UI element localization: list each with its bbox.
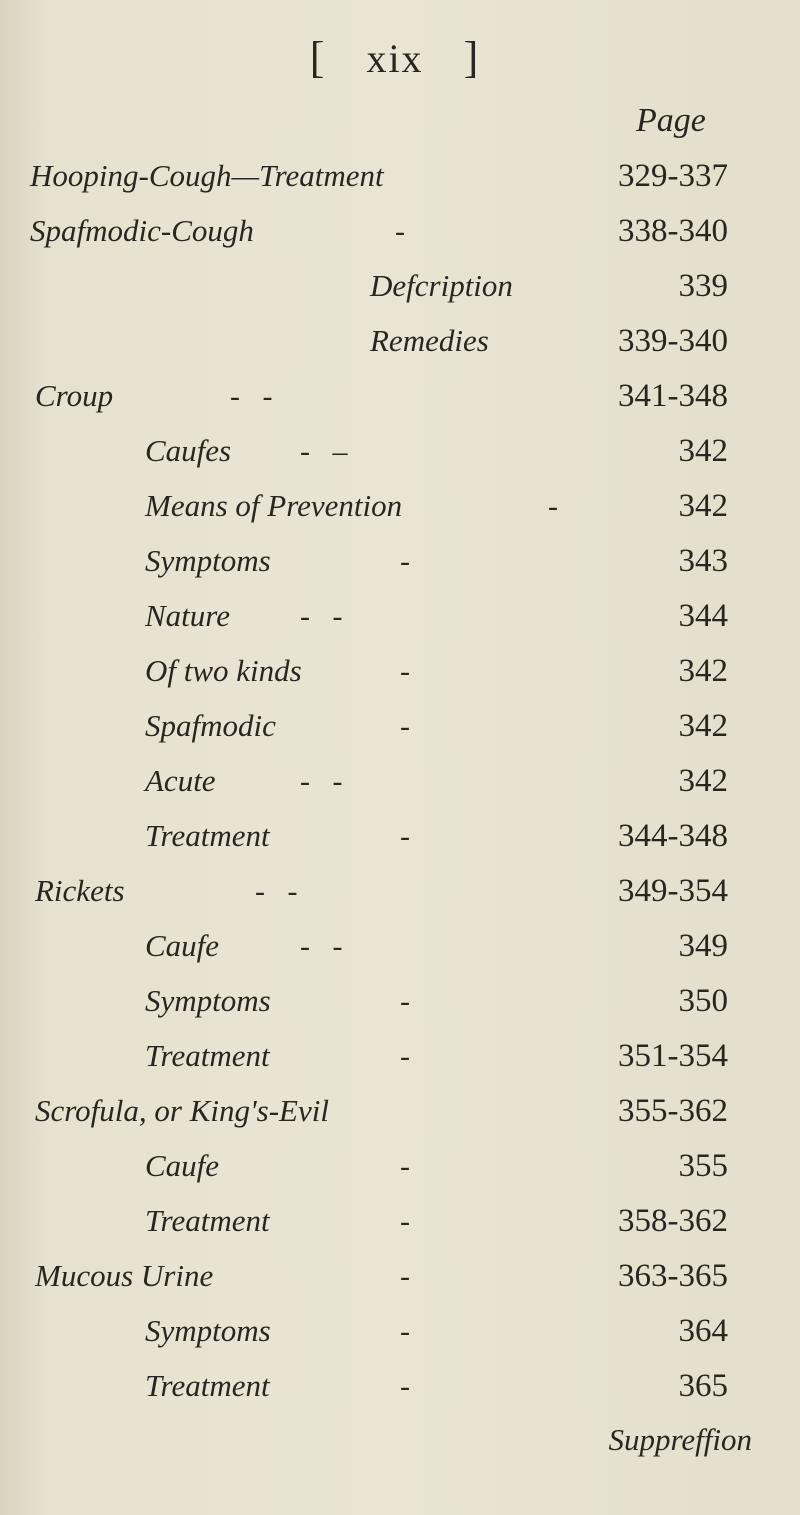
entry-label: Acute [145, 763, 216, 798]
index-entry [0, 653, 800, 703]
entry-label: Treatment [145, 1368, 270, 1403]
index-entry [0, 1368, 800, 1418]
left-bracket: [ [309, 33, 327, 82]
entry-label: Means of Prevention [145, 488, 403, 523]
page-header [300, 32, 490, 83]
entry-page: 349 [678, 928, 728, 964]
entry-page: 363-365 [618, 1258, 728, 1294]
entry-dashes: - [400, 1260, 410, 1293]
index-entry [0, 983, 800, 1033]
index-entry [0, 708, 800, 758]
index-entry [0, 1313, 800, 1363]
entry-page: 365 [678, 1368, 728, 1404]
entry-dashes: - - [230, 380, 273, 413]
entry-label: Spafmodic-Cough [30, 213, 254, 248]
index-entry [0, 433, 800, 483]
index-entry [0, 158, 800, 208]
entry-label: Mucous Urine [35, 1258, 214, 1293]
entry-page: 342 [678, 653, 728, 689]
index-entry [0, 763, 800, 813]
index-entry [0, 213, 800, 263]
entry-dashes: - [400, 1150, 410, 1183]
index-entry [0, 598, 800, 648]
page-column-heading: Page [636, 102, 706, 139]
entry-label: Caufes [145, 433, 232, 468]
entry-dashes: - [400, 1040, 410, 1073]
entry-page: 351-354 [618, 1038, 728, 1074]
entry-label: Hooping-Cough—Treatment [30, 158, 384, 193]
entry-dashes: - [400, 985, 410, 1018]
entry-dashes: - [548, 490, 558, 523]
entry-page: 338-340 [618, 213, 728, 249]
entry-page: 339 [678, 268, 728, 304]
entry-page: 344 [678, 598, 728, 634]
entry-label: Croup [35, 378, 114, 413]
entry-dashes: - - [300, 765, 343, 798]
entry-dashes: - [400, 655, 410, 688]
index-entry [0, 1148, 800, 1198]
entry-label: Symptoms [145, 1313, 271, 1348]
right-bracket: ] [463, 33, 481, 82]
entry-page: 342 [678, 488, 728, 524]
entry-page: 339-340 [618, 323, 728, 359]
entry-dashes: - [400, 545, 410, 578]
entry-label: Treatment [145, 1038, 270, 1073]
entry-label: Remedies [370, 323, 489, 358]
entry-page: 341-348 [618, 378, 728, 414]
entry-label: Rickets [35, 873, 125, 908]
index-entry [0, 1038, 800, 1088]
entry-dashes: - [400, 1370, 410, 1403]
index-entry [0, 1258, 800, 1308]
index-entry [0, 928, 800, 978]
entry-dashes: - [400, 710, 410, 743]
index-entry [0, 1093, 800, 1143]
entry-label: Caufe [145, 1148, 220, 1183]
entry-page: 342 [678, 708, 728, 744]
entry-page: 342 [678, 763, 728, 799]
catchword: Suppreffion [608, 1422, 752, 1457]
entry-label: Spafmodic [145, 708, 276, 743]
entry-page: 344-348 [618, 818, 728, 854]
entry-label: Nature [145, 598, 230, 633]
entry-dashes: - – [300, 435, 348, 468]
entry-label: Symptoms [145, 983, 271, 1018]
entry-label: Symptoms [145, 543, 271, 578]
index-entry [0, 1203, 800, 1253]
entry-label: Scrofula, or King's-Evil [35, 1093, 329, 1128]
entry-page: 343 [678, 543, 728, 579]
entry-label: Caufe [145, 928, 220, 963]
entry-label: Treatment [145, 818, 270, 853]
entry-page: 355-362 [618, 1093, 728, 1129]
entry-dashes: - - [300, 930, 343, 963]
entry-dashes: - [400, 1315, 410, 1348]
entry-dashes: - [400, 1205, 410, 1238]
index-entry [0, 873, 800, 923]
entry-label: Defcription [370, 268, 513, 303]
index-entry [0, 818, 800, 868]
entry-page: 364 [678, 1313, 728, 1349]
entry-dashes: - - [255, 875, 298, 908]
entry-dashes: - - [300, 600, 343, 633]
entry-label: Treatment [145, 1203, 270, 1238]
index-entry [0, 488, 800, 538]
entry-page: 350 [678, 983, 728, 1019]
entry-page: 355 [678, 1148, 728, 1184]
index-entry [0, 543, 800, 593]
entry-page: 358-362 [618, 1203, 728, 1239]
index-entry [0, 378, 800, 428]
entry-page: 329-337 [618, 158, 728, 194]
entry-page: 342 [678, 433, 728, 469]
index-entry [0, 323, 800, 373]
folio-number: xix [366, 36, 424, 81]
entry-page: 349-354 [618, 873, 728, 909]
entry-dashes: - [400, 820, 410, 853]
index-entry [0, 268, 800, 318]
entry-label: Of two kinds [145, 653, 302, 688]
entry-dashes: - [395, 215, 405, 248]
